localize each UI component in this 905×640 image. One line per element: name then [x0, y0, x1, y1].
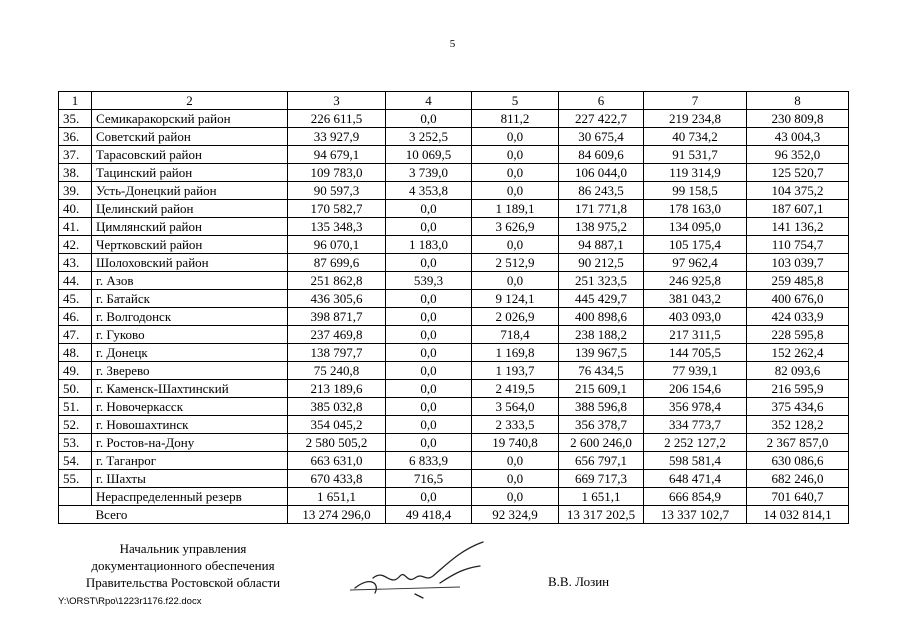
value-cell: 1 651,1: [288, 488, 386, 506]
table-row: [59, 362, 849, 380]
value-cell: 77 939,1: [644, 362, 747, 380]
row-number-cell: 38.: [59, 164, 92, 182]
district-name-cell: г. Ростов-на-Дону: [92, 434, 288, 452]
value-cell: 99 158,5: [644, 182, 747, 200]
table-row: [59, 146, 849, 164]
table-row: [59, 200, 849, 218]
value-cell: 2 580 505,2: [288, 434, 386, 452]
table-row: [59, 236, 849, 254]
value-cell: 105 175,4: [644, 236, 747, 254]
value-cell: 19 740,8: [472, 434, 559, 452]
district-name-cell: г. Таганрог: [92, 452, 288, 470]
total-row: [59, 506, 849, 524]
row-number-cell: 45.: [59, 290, 92, 308]
row-number-cell: 49.: [59, 362, 92, 380]
column-header: 2: [92, 92, 288, 110]
value-cell: 125 520,7: [747, 164, 849, 182]
value-cell: 670 433,8: [288, 470, 386, 488]
value-cell: 403 093,0: [644, 308, 747, 326]
row-number-cell: 43.: [59, 254, 92, 272]
value-cell: 96 070,1: [288, 236, 386, 254]
row-number-cell: 36.: [59, 128, 92, 146]
value-cell: 138 797,7: [288, 344, 386, 362]
table-row: [59, 398, 849, 416]
file-path: Y:\ORST\Rpo\1223r1176.f22.docx: [58, 596, 202, 607]
value-cell: 1 169,8: [472, 344, 559, 362]
value-cell: 0,0: [472, 452, 559, 470]
value-cell: 76 434,5: [559, 362, 644, 380]
table-row: [59, 164, 849, 182]
value-cell: 238 188,2: [559, 326, 644, 344]
district-name-cell: г. Шахты: [92, 470, 288, 488]
total-value-cell: 92 324,9: [472, 506, 559, 524]
row-number-cell: 48.: [59, 344, 92, 362]
value-cell: 424 033,9: [747, 308, 849, 326]
value-cell: 237 469,8: [288, 326, 386, 344]
value-cell: 648 471,4: [644, 470, 747, 488]
value-cell: 598 581,4: [644, 452, 747, 470]
value-cell: 227 422,7: [559, 110, 644, 128]
signature-title-line: документационного обеспечения: [91, 558, 275, 573]
row-number-cell: 37.: [59, 146, 92, 164]
value-cell: 0,0: [386, 380, 472, 398]
value-cell: 109 783,0: [288, 164, 386, 182]
row-number-cell: 35.: [59, 110, 92, 128]
value-cell: 334 773,7: [644, 416, 747, 434]
value-cell: 171 771,8: [559, 200, 644, 218]
value-cell: 0,0: [386, 434, 472, 452]
value-cell: 90 597,3: [288, 182, 386, 200]
table-row: [59, 488, 849, 506]
table-row: [59, 290, 849, 308]
district-name-cell: г. Каменск-Шахтинский: [92, 380, 288, 398]
table-row: [59, 344, 849, 362]
value-cell: 3 739,0: [386, 164, 472, 182]
value-cell: 0,0: [472, 182, 559, 200]
value-cell: 811,2: [472, 110, 559, 128]
row-number-cell: 40.: [59, 200, 92, 218]
column-header: 4: [386, 92, 472, 110]
value-cell: 0,0: [386, 200, 472, 218]
value-cell: 381 043,2: [644, 290, 747, 308]
value-cell: 2 419,5: [472, 380, 559, 398]
value-cell: 1 651,1: [559, 488, 644, 506]
value-cell: 2 600 246,0: [559, 434, 644, 452]
value-cell: 104 375,2: [747, 182, 849, 200]
signature-title-block: [58, 540, 308, 591]
value-cell: 0,0: [386, 398, 472, 416]
district-name-cell: г. Батайск: [92, 290, 288, 308]
value-cell: 40 734,2: [644, 128, 747, 146]
value-cell: 138 975,2: [559, 218, 644, 236]
column-header: 6: [559, 92, 644, 110]
table-row: [59, 110, 849, 128]
value-cell: 0,0: [386, 344, 472, 362]
district-name-cell: Тарасовский район: [92, 146, 288, 164]
district-name-cell: г. Новочеркасск: [92, 398, 288, 416]
total-value-cell: 14 032 814,1: [747, 506, 849, 524]
value-cell: 663 631,0: [288, 452, 386, 470]
value-cell: 10 069,5: [386, 146, 472, 164]
district-name-cell: г. Зверево: [92, 362, 288, 380]
value-cell: 226 611,5: [288, 110, 386, 128]
value-cell: 139 967,5: [559, 344, 644, 362]
value-cell: 33 927,9: [288, 128, 386, 146]
value-cell: 94 679,1: [288, 146, 386, 164]
row-number-cell: 46.: [59, 308, 92, 326]
signature-title-line: Начальник управления: [119, 541, 247, 556]
district-name-cell: Тацинский район: [92, 164, 288, 182]
value-cell: 656 797,1: [559, 452, 644, 470]
table-row: [59, 218, 849, 236]
row-number-cell: 52.: [59, 416, 92, 434]
table-row: [59, 416, 849, 434]
row-number-cell: 54.: [59, 452, 92, 470]
value-cell: 539,3: [386, 272, 472, 290]
value-cell: 90 212,5: [559, 254, 644, 272]
value-cell: 0,0: [386, 290, 472, 308]
row-number-cell: 55.: [59, 470, 92, 488]
value-cell: 251 862,8: [288, 272, 386, 290]
value-cell: 0,0: [386, 218, 472, 236]
value-cell: 94 887,1: [559, 236, 644, 254]
value-cell: 445 429,7: [559, 290, 644, 308]
value-cell: 213 189,6: [288, 380, 386, 398]
value-cell: 141 136,2: [747, 218, 849, 236]
value-cell: 1 183,0: [386, 236, 472, 254]
value-cell: 43 004,3: [747, 128, 849, 146]
district-name-cell: Цимлянский район: [92, 218, 288, 236]
value-cell: 0,0: [472, 146, 559, 164]
row-number-cell: 47.: [59, 326, 92, 344]
value-cell: 1 189,1: [472, 200, 559, 218]
value-cell: 135 348,3: [288, 218, 386, 236]
value-cell: 666 854,9: [644, 488, 747, 506]
value-cell: 0,0: [472, 164, 559, 182]
district-name-cell: Нераспределенный резерв: [92, 488, 288, 506]
value-cell: 0,0: [386, 110, 472, 128]
value-cell: 2 252 127,2: [644, 434, 747, 452]
value-cell: 217 311,5: [644, 326, 747, 344]
value-cell: 3 564,0: [472, 398, 559, 416]
budget-table: [58, 91, 849, 524]
value-cell: 6 833,9: [386, 452, 472, 470]
value-cell: 187 607,1: [747, 200, 849, 218]
value-cell: 206 154,6: [644, 380, 747, 398]
table-row: [59, 326, 849, 344]
value-cell: 230 809,8: [747, 110, 849, 128]
row-number-cell: 50.: [59, 380, 92, 398]
value-cell: 398 871,7: [288, 308, 386, 326]
row-number-cell: 39.: [59, 182, 92, 200]
district-name-cell: Чертковский район: [92, 236, 288, 254]
value-cell: 2 333,5: [472, 416, 559, 434]
value-cell: 400 898,6: [559, 308, 644, 326]
value-cell: 630 086,6: [747, 452, 849, 470]
value-cell: 9 124,1: [472, 290, 559, 308]
value-cell: 2 512,9: [472, 254, 559, 272]
value-cell: 0,0: [472, 470, 559, 488]
total-value-cell: 13 274 296,0: [288, 506, 386, 524]
value-cell: 0,0: [386, 254, 472, 272]
value-cell: 30 675,4: [559, 128, 644, 146]
value-cell: 4 353,8: [386, 182, 472, 200]
value-cell: 0,0: [472, 236, 559, 254]
handwritten-signature: [345, 538, 495, 608]
total-value-cell: 13 317 202,5: [559, 506, 644, 524]
table-row: [59, 434, 849, 452]
value-cell: 228 595,8: [747, 326, 849, 344]
value-cell: 75 240,8: [288, 362, 386, 380]
value-cell: 0,0: [386, 488, 472, 506]
value-cell: 3 252,5: [386, 128, 472, 146]
value-cell: 259 485,8: [747, 272, 849, 290]
table-row: [59, 452, 849, 470]
signature-title-line: Правительства Ростовской области: [85, 575, 281, 590]
value-cell: 87 699,6: [288, 254, 386, 272]
value-cell: 91 531,7: [644, 146, 747, 164]
value-cell: 251 323,5: [559, 272, 644, 290]
table-row: [59, 380, 849, 398]
value-cell: 84 609,6: [559, 146, 644, 164]
value-cell: 2 026,9: [472, 308, 559, 326]
district-name-cell: г. Гуково: [92, 326, 288, 344]
row-number-cell: [59, 488, 92, 506]
district-name-cell: г. Азов: [92, 272, 288, 290]
district-name-cell: г. Новошахтинск: [92, 416, 288, 434]
total-value-cell: 49 418,4: [386, 506, 472, 524]
page-number: 5: [449, 38, 456, 50]
value-cell: 3 626,9: [472, 218, 559, 236]
table-header-row: [59, 92, 849, 110]
row-number-cell: 42.: [59, 236, 92, 254]
value-cell: 106 044,0: [559, 164, 644, 182]
value-cell: 669 717,3: [559, 470, 644, 488]
signatory-name: В.В. Лозин: [548, 574, 610, 589]
value-cell: 170 582,7: [288, 200, 386, 218]
value-cell: 82 093,6: [747, 362, 849, 380]
value-cell: 356 378,7: [559, 416, 644, 434]
value-cell: 119 314,9: [644, 164, 747, 182]
row-number-cell: [59, 506, 92, 524]
value-cell: 1 193,7: [472, 362, 559, 380]
value-cell: 219 234,8: [644, 110, 747, 128]
value-cell: 0,0: [472, 128, 559, 146]
value-cell: 701 640,7: [747, 488, 849, 506]
value-cell: 385 032,8: [288, 398, 386, 416]
value-cell: 388 596,8: [559, 398, 644, 416]
district-name-cell: г. Волгодонск: [92, 308, 288, 326]
total-value-cell: 13 337 102,7: [644, 506, 747, 524]
district-name-cell: Советский район: [92, 128, 288, 146]
row-number-cell: 44.: [59, 272, 92, 290]
value-cell: 0,0: [472, 272, 559, 290]
value-cell: 0,0: [386, 308, 472, 326]
district-name-cell: Шолоховский район: [92, 254, 288, 272]
value-cell: 0,0: [472, 488, 559, 506]
value-cell: 354 045,2: [288, 416, 386, 434]
table-row: [59, 182, 849, 200]
value-cell: 718,4: [472, 326, 559, 344]
row-number-cell: 53.: [59, 434, 92, 452]
district-name-cell: г. Донецк: [92, 344, 288, 362]
row-number-cell: 41.: [59, 218, 92, 236]
table-row: [59, 254, 849, 272]
value-cell: 0,0: [386, 326, 472, 344]
column-header: 7: [644, 92, 747, 110]
value-cell: 216 595,9: [747, 380, 849, 398]
value-cell: 96 352,0: [747, 146, 849, 164]
table-row: [59, 128, 849, 146]
column-header: 3: [288, 92, 386, 110]
value-cell: 0,0: [386, 362, 472, 380]
district-name-cell: Усть-Донецкий район: [92, 182, 288, 200]
value-cell: 103 039,7: [747, 254, 849, 272]
total-label: Всего: [92, 506, 288, 524]
value-cell: 144 705,5: [644, 344, 747, 362]
value-cell: 356 978,4: [644, 398, 747, 416]
value-cell: 682 246,0: [747, 470, 849, 488]
column-header: 8: [747, 92, 849, 110]
value-cell: 86 243,5: [559, 182, 644, 200]
value-cell: 400 676,0: [747, 290, 849, 308]
district-name-cell: Семикаракорский район: [92, 110, 288, 128]
value-cell: 152 262,4: [747, 344, 849, 362]
value-cell: 134 095,0: [644, 218, 747, 236]
column-header: 1: [59, 92, 92, 110]
value-cell: 0,0: [386, 416, 472, 434]
value-cell: 436 305,6: [288, 290, 386, 308]
value-cell: 375 434,6: [747, 398, 849, 416]
row-number-cell: 51.: [59, 398, 92, 416]
table-row: [59, 470, 849, 488]
table-row: [59, 272, 849, 290]
value-cell: 215 609,1: [559, 380, 644, 398]
column-header: 5: [472, 92, 559, 110]
value-cell: 178 163,0: [644, 200, 747, 218]
value-cell: 246 925,8: [644, 272, 747, 290]
table-row: [59, 308, 849, 326]
value-cell: 352 128,2: [747, 416, 849, 434]
value-cell: 716,5: [386, 470, 472, 488]
value-cell: 2 367 857,0: [747, 434, 849, 452]
value-cell: 110 754,7: [747, 236, 849, 254]
value-cell: 97 962,4: [644, 254, 747, 272]
district-name-cell: Целинский район: [92, 200, 288, 218]
